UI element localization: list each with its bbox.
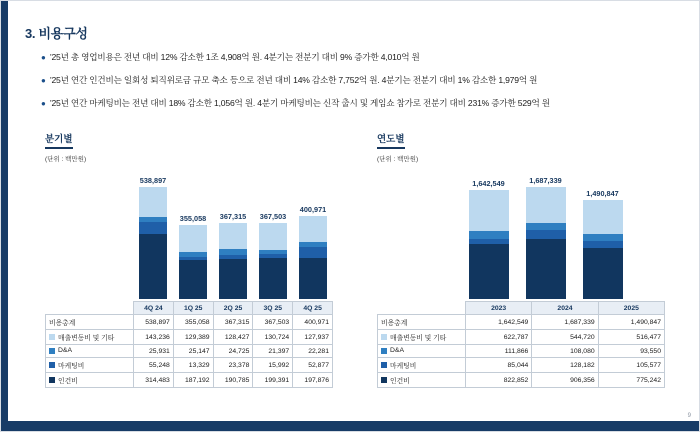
table-cell: 199,391 (253, 373, 293, 388)
table-cell: 127,937 (293, 330, 333, 345)
table-cell: 52,877 (293, 358, 333, 373)
table-row (378, 315, 665, 330)
table-row (378, 373, 665, 388)
legend-row-label: 마케팅비 (46, 358, 134, 373)
table-cell: 197,876 (293, 373, 333, 388)
bar-segment (526, 223, 566, 230)
legend-swatch-icon (381, 334, 387, 340)
annual-bars (460, 176, 631, 299)
table-cell: 1,642,549 (466, 315, 532, 330)
bar-segment (259, 223, 287, 250)
bullet-text: '25년 총 영업비용은 전년 대비 12% 감소한 1조 4,908억 원. 4분기는 전분기 대비 9% 증가한 4,010억 원 (50, 52, 420, 62)
bullet-dot-icon: ● (41, 76, 46, 85)
list-item (41, 51, 677, 64)
bar-segment (299, 247, 327, 258)
table-cell: 190,785 (213, 373, 253, 388)
table-cell: 25,931 (134, 345, 174, 358)
bullet-dot-icon: ● (41, 53, 46, 62)
bullet-list (41, 51, 677, 120)
column-header: 4Q 24 (134, 302, 174, 315)
bar-segment (139, 234, 167, 299)
column-header: 1Q 25 (173, 302, 213, 315)
table-row (378, 330, 665, 345)
bar-segment (526, 187, 566, 223)
table-cell: 187,192 (173, 373, 213, 388)
annual-data-table (377, 301, 677, 388)
table-row (46, 345, 333, 358)
quarterly-chart-block (45, 129, 345, 388)
quarterly-chart-unit: (단위 : 백만원) (45, 156, 87, 163)
table-cell: 538,897 (134, 315, 174, 330)
bar-column (213, 211, 253, 299)
legend-swatch-icon (381, 362, 387, 368)
table-cell: 367,315 (213, 315, 253, 330)
table-cell: 516,477 (598, 330, 664, 345)
table-cell: 129,389 (173, 330, 213, 345)
bar-segment (179, 260, 207, 299)
table-cell: 314,483 (134, 373, 174, 388)
table-cell: 1,490,847 (598, 315, 664, 330)
table-cell: 22,281 (293, 345, 333, 358)
bullet-text: '25년 연간 마케팅비는 전년 대비 18% 감소한 1,056억 원. 4분기 마케팅비는 신작 출시 및 게임쇼 참가로 전분기 대비 231% 증가한 529억 원 (50, 98, 550, 108)
bullet-dot-icon: ● (41, 99, 46, 108)
bottom-accent-bar (1, 421, 700, 431)
bullet-text: '25년 연간 인건비는 일회성 퇴직위로금 규모 축소 등으로 전년 대비 14% 감소한 7,752억 원. 4분기는 전분기 대비 1% 감소한 1,979억 원 (50, 75, 538, 85)
table-cell: 25,147 (173, 345, 213, 358)
bar-segment (139, 187, 167, 217)
table-row (46, 358, 333, 373)
legend-swatch-icon (49, 348, 55, 354)
legend-row-label: 마케팅비 (378, 358, 466, 373)
list-item (41, 74, 677, 87)
table-cell: 111,866 (466, 345, 532, 358)
legend-row-label: D&A (46, 345, 134, 358)
table-cell: 143,236 (134, 330, 174, 345)
table-row (378, 358, 665, 373)
bar-column (293, 204, 333, 299)
page-number: 9 (687, 413, 691, 419)
bar-column (173, 214, 213, 299)
table-row (378, 345, 665, 358)
legend-row-label: D&A (378, 345, 466, 358)
bar-total-label: 538,897 (139, 176, 167, 186)
table-header-row (46, 302, 333, 315)
bar-column (253, 211, 293, 299)
legend-swatch-icon (381, 348, 387, 354)
table-row (46, 315, 333, 330)
table-cell: 55,248 (134, 358, 174, 373)
column-header: 3Q 25 (253, 302, 293, 315)
bar-segment (299, 216, 327, 243)
bar-segment (259, 258, 287, 299)
bar-column (460, 179, 517, 299)
legend-row-label: 인건비 (46, 373, 134, 388)
legend-swatch-icon (49, 377, 55, 383)
table-cell: 822,852 (466, 373, 532, 388)
bar-segment (526, 230, 566, 239)
bar-segment (139, 222, 167, 233)
bar-total-label: 1,642,549 (472, 179, 505, 188)
column-header: 2Q 25 (213, 302, 253, 315)
column-header: 4Q 25 (293, 302, 333, 315)
table-cell: 400,971 (293, 315, 333, 330)
legend-swatch-icon (381, 377, 387, 383)
table-cell: 85,044 (466, 358, 532, 373)
list-item (41, 97, 677, 110)
bar-total-label: 1,490,847 (586, 189, 619, 199)
table-cell: 128,182 (532, 358, 598, 373)
table-cell: 1,687,339 (532, 315, 598, 330)
bar-column (517, 176, 574, 299)
table-cell: 13,329 (173, 358, 213, 373)
quarterly-data-table (45, 301, 345, 388)
table-cell: 15,992 (253, 358, 293, 373)
table-cell: 21,397 (253, 345, 293, 358)
table-header-row (378, 302, 665, 315)
table-cell: 367,503 (253, 315, 293, 330)
table-cell: 93,550 (598, 345, 664, 358)
bar-segment (469, 190, 509, 231)
bar-column (133, 176, 173, 299)
table-cell: 130,724 (253, 330, 293, 345)
bar-total-label: 400,971 (299, 204, 327, 214)
bar-segment (583, 248, 623, 299)
bar-segment (583, 241, 623, 248)
table-cell: 23,378 (213, 358, 253, 373)
annual-chart-unit: (단위 : 백만원) (377, 156, 419, 163)
bar-total-label: 1,687,339 (529, 176, 562, 186)
bar-column (574, 189, 631, 299)
bar-total-label: 367,503 (259, 211, 287, 221)
legend-swatch-icon (49, 334, 55, 340)
bar-segment (583, 200, 623, 234)
legend-swatch-icon (49, 362, 55, 368)
annual-chart-block (377, 129, 677, 388)
page-title: 3. 비용구성 (25, 26, 88, 41)
bar-segment (299, 258, 327, 299)
legend-row-label: 매출변동비 및 기타 (46, 330, 134, 345)
bar-segment (469, 244, 509, 299)
table-cell: 906,356 (532, 373, 598, 388)
column-header: 2023 (466, 302, 532, 315)
bar-segment (469, 231, 509, 238)
column-header: 2025 (598, 302, 664, 315)
legend-row-label: 매출변동비 및 기타 (378, 330, 466, 345)
row-label: 비용총계 (46, 315, 134, 330)
table-cell: 355,058 (173, 315, 213, 330)
bar-total-label: 367,315 (219, 211, 247, 221)
bar-total-label: 355,058 (179, 214, 207, 224)
table-row (46, 373, 333, 388)
annual-plot (377, 177, 677, 299)
table-cell: 105,577 (598, 358, 664, 373)
bar-segment (219, 259, 247, 299)
quarterly-chart-title: 분기별 (45, 131, 73, 149)
quarterly-plot (45, 177, 345, 299)
table-row (46, 330, 333, 345)
table-cell: 24,725 (213, 345, 253, 358)
table-cell: 544,720 (532, 330, 598, 345)
bar-segment (219, 223, 247, 250)
row-label: 비용총계 (378, 315, 466, 330)
legend-row-label: 인건비 (378, 373, 466, 388)
column-header: 2024 (532, 302, 598, 315)
left-accent-bar (1, 1, 8, 432)
table-cell: 775,242 (598, 373, 664, 388)
bar-segment (526, 239, 566, 299)
table-cell: 622,787 (466, 330, 532, 345)
table-cell: 108,080 (532, 345, 598, 358)
quarterly-bars (133, 176, 333, 299)
table-cell: 128,427 (213, 330, 253, 345)
bar-segment (179, 225, 207, 252)
annual-chart-title: 연도별 (377, 131, 405, 149)
